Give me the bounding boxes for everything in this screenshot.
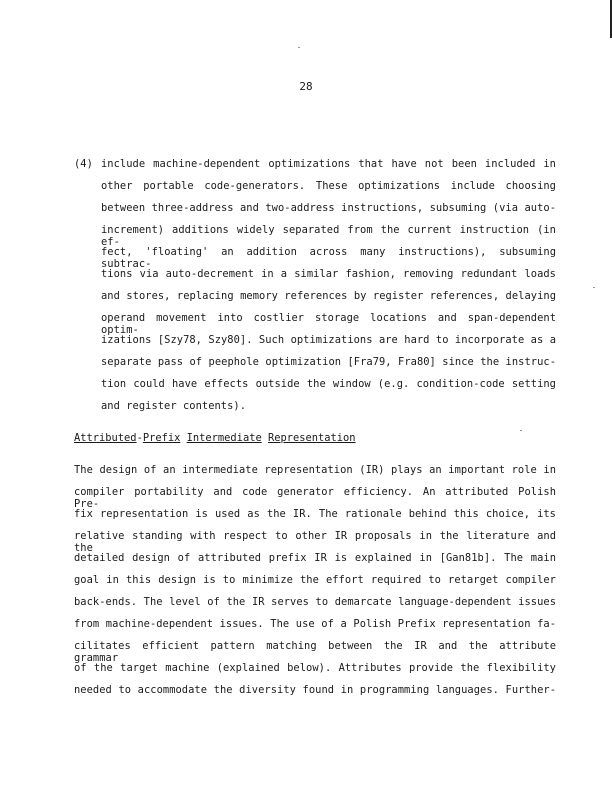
paragraph-line: compiler portability and code generator efficiency. An attributed Polish Pre- [74, 486, 556, 510]
paragraph-line: of the target machine (explained below). Attributes provide the flexibility [74, 662, 556, 674]
list-marker: (4) [74, 158, 93, 170]
list-item-line: tion could have effects outside the window (e.g. condition-code setting [101, 378, 556, 390]
paragraph-line: detailed design of attributed prefix IR is explained in [Gan81b]. The main [74, 552, 556, 564]
list-item-line: and stores, replacing memory references by register references, delaying [101, 290, 556, 302]
heading-word: Attributed [74, 432, 137, 444]
list-item-line: include machine-dependent optimizations that have not been included in [101, 158, 556, 170]
scan-speck [298, 47, 300, 48]
paragraph-line: from machine-dependent issues. The use of a Polish Prefix representation fa- [74, 618, 556, 630]
paragraph-line: fix representation is used as the IR. The rationale behind this choice, its [74, 508, 556, 520]
paragraph-line: back-ends. The level of the IR serves to demarcate language-dependent issues [74, 596, 556, 608]
section-heading [74, 432, 356, 444]
list-item-line: operand movement into costlier storage locations and span-dependent optim- [101, 312, 556, 336]
list-item-line: other portable code-generators. These optimizations include choosing [101, 180, 556, 192]
heading-separator: - [136, 432, 143, 444]
paragraph-line: needed to accommodate the diversity found in programming languages. Further- [74, 684, 556, 696]
list-item-line: and register contents). [101, 400, 247, 412]
list-item-line: tions via auto-decrement in a similar fashion, removing redundant loads [101, 268, 556, 280]
list-item-line: increment) additions widely separated from the current instruction (in ef- [101, 224, 556, 248]
heading-word: Representation [267, 432, 356, 444]
paragraph-line: cilitates efficient pattern matching between the IR and the attribute grammar [74, 640, 556, 664]
heading-word: Prefix [142, 432, 181, 444]
list-item-line: separate pass of peephole optimization [Fra79, Fra80] since the instruc- [101, 356, 556, 368]
heading-word: Intermediate [186, 432, 262, 444]
scan-speck [593, 287, 595, 288]
list-item-line: fect, 'floating' an addition across many instructions), subsuming subtrac- [101, 246, 556, 270]
list-item-line: between three-address and two-address instructions, subsuming (via auto- [101, 202, 556, 214]
page-number: 28 [299, 80, 313, 93]
paragraph-line: relative standing with respect to other IR proposals in the literature and the [74, 530, 556, 554]
list-item-line: izations [Szy78, Szy80]. Such optimizations are hard to incorporate as a [101, 334, 556, 346]
paragraph-line: goal in this design is to minimize the effort required to retarget compiler [74, 574, 556, 586]
paragraph-line: The design of an intermediate representation (IR) plays an important role in [74, 464, 556, 476]
scan-speck [520, 430, 522, 431]
